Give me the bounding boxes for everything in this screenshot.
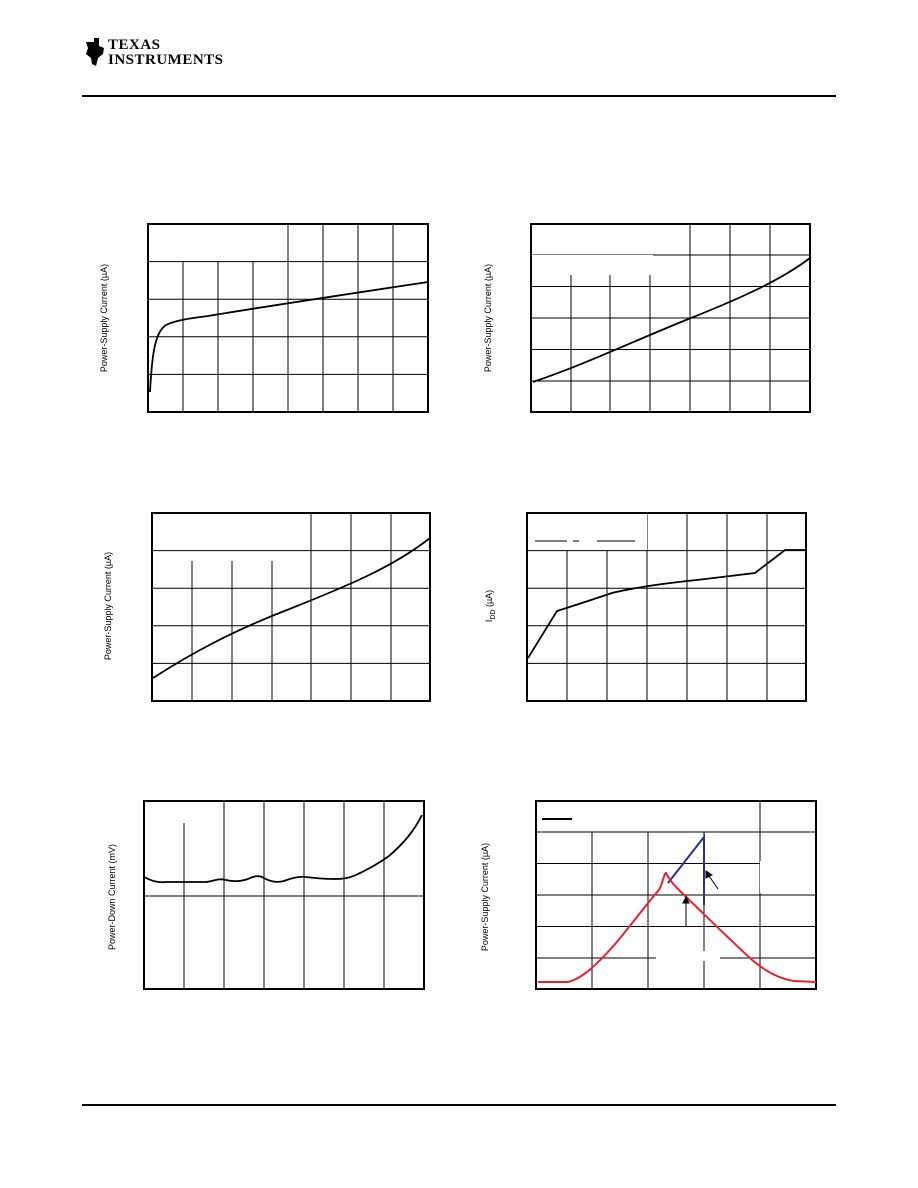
brand-line-2: INSTRUMENTS: [108, 52, 224, 68]
footer-rule: [82, 1104, 836, 1106]
brand-line-1: TEXAS: [108, 37, 161, 53]
plot3-curve: [153, 538, 430, 678]
plot4-chart: [527, 513, 806, 701]
plot3-ylabel: Power-Supply Current (µA): [103, 551, 113, 661]
ti-wordmark: [108, 38, 224, 68]
header-rule: [82, 95, 836, 97]
plot2-curve: [533, 258, 810, 382]
plot4-ylabel: $I_{DD}$ (µA): [484, 589, 497, 623]
plot2-chart: [531, 224, 810, 412]
plot2-ylabel: Power-Supply Current (µA): [483, 263, 493, 373]
ti-state-icon: [82, 36, 108, 70]
plot5-chart: [144, 801, 424, 989]
plot1-chart: [148, 224, 428, 412]
plot6-ylabel: Power-Supply Current (µA): [480, 842, 490, 952]
plot1-ylabel: Power-Supply Current (µA): [99, 263, 109, 373]
plot3-chart: [152, 513, 430, 701]
plot4-curve: [528, 550, 806, 658]
ti-logo: [82, 36, 224, 76]
plot5-ylabel: Power-Down Current (mV): [107, 843, 117, 951]
plot6-chart: [536, 801, 816, 989]
plot5-curve: [144, 815, 422, 882]
